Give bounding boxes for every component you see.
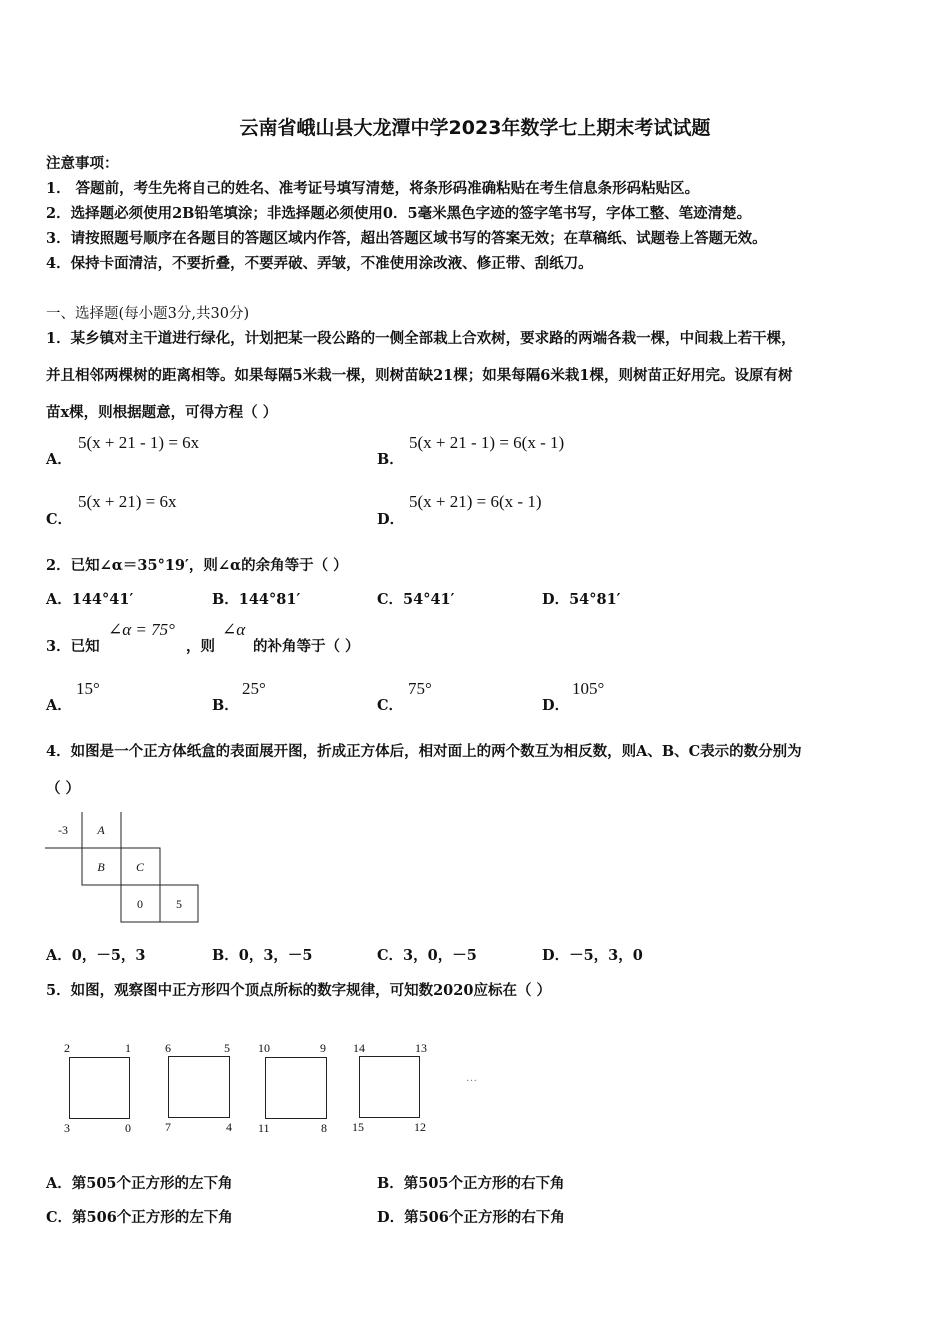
q3-stem-post: 的补角等于（ ）	[253, 638, 360, 655]
q4-line-1: 4．如图是一个正方体纸盒的表面展开图，折成正方体后，相对面上的两个数互为相反数，则A、B、C表示的数分别为	[46, 743, 802, 760]
q2-option-a: A．144°41′	[46, 591, 134, 608]
q3-option-a-label: A．	[46, 697, 72, 714]
squares-ellipsis: …	[466, 1072, 477, 1084]
q1-option-d-label: D．	[377, 511, 405, 528]
q3-option-c-label: C．	[377, 697, 404, 714]
q4-option-d: D．－5，3，0	[542, 947, 643, 964]
q1-line-2: 并且相邻两棵树的距离相等。如果每隔5米栽一棵，则树苗缺21棵；如果每隔6米栽1棵，则树苗正好用完。设原有树	[46, 367, 793, 384]
square-2-bottom-right: 4	[226, 1120, 232, 1134]
square-1-bottom-right: 0	[125, 1121, 131, 1135]
square-4-bottom-left: 15	[352, 1120, 364, 1134]
q3-given-angle: ∠α = 75°	[108, 620, 175, 639]
net-cell-b: B	[97, 859, 105, 874]
q1-option-b-label: B．	[377, 451, 404, 468]
square-4	[359, 1056, 420, 1118]
q2-option-c: C．54°41′	[377, 591, 455, 608]
notice-item-3: 3．请按照题号顺序在各题目的答题区域内作答，超出答题区域书写的答案无效；在草稿纸、试题卷上答题无效。	[46, 230, 767, 247]
q1-option-c-math: 5(x + 21) = 6x	[78, 492, 177, 511]
square-3-top-left: 10	[258, 1041, 270, 1055]
q5-option-a: A．第505个正方形的左下角	[46, 1175, 233, 1192]
square-3-bottom-left: 11	[258, 1121, 270, 1135]
q1-line-1: 1．某乡镇对主干道进行绿化，计划把某一段公路的一侧全部栽上合欢树，要求路的两端各栽一棵，中间栽上若干棵，	[46, 330, 796, 347]
q3-stem-mid: ，则	[186, 638, 215, 655]
q1-option-a-math: 5(x + 21 - 1) = 6x	[78, 433, 200, 452]
q3-option-c-value: 75°	[408, 679, 432, 698]
q3-angle-symbol: ∠α	[222, 620, 246, 639]
square-2-top-right: 5	[224, 1041, 230, 1055]
q1-option-c-label: C．	[46, 511, 73, 528]
section-heading: 一、选择题(每小题3分,共30分)	[46, 306, 250, 322]
square-4-top-left: 14	[353, 1041, 365, 1055]
square-4-top-right: 13	[415, 1041, 427, 1055]
q5-option-b: B．第505个正方形的右下角	[377, 1175, 565, 1192]
q4-option-b: B．0，3，－5	[212, 947, 313, 964]
square-3-bottom-right: 8	[321, 1121, 327, 1135]
square-4-bottom-right: 12	[414, 1120, 426, 1134]
square-1	[69, 1057, 130, 1119]
notice-heading: 注意事项：	[46, 155, 119, 172]
q1-line-3: 苗x棵，则根据题意，可得方程（ ）	[46, 404, 278, 421]
q4-line-2: （ ）	[46, 780, 81, 797]
notice-item-1: 1． 答题前，考生先将自己的姓名、准考证号填写清楚，将条形码准确粘贴在考生信息条形码粘贴区。	[46, 180, 700, 197]
q4-option-a: A．0，－5，3	[46, 947, 146, 964]
page-title: 云南省峨山县大龙潭中学2023年数学七上期末考试试题	[239, 117, 711, 139]
q2-stem: 2．已知∠α＝35°19′，则∠α的余角等于（ ）	[46, 557, 348, 574]
q3-option-a-value: 15°	[76, 679, 100, 698]
net-cell-0: 0	[137, 896, 143, 911]
q4-option-c: C．3，0，－5	[377, 947, 477, 964]
notice-item-2: 2．选择题必须使用2B铅笔填涂；非选择题必须使用0．5毫米黑色字迹的签字笔书写，字体工整、笔迹清楚。	[46, 205, 752, 222]
q1-option-a-label: A．	[46, 451, 72, 468]
cube-net-figure	[44, 811, 204, 927]
q5-stem: 5．如图，观察图中正方形四个顶点所标的数字规律，可知数2020应标在（ ）	[46, 982, 551, 999]
q2-option-d: D．54°81′	[542, 591, 621, 608]
notice-item-4: 4．保持卡面清洁，不要折叠，不要弄破、弄皱，不准使用涂改液、修正带、刮纸刀。	[46, 255, 593, 272]
net-cell-minus3: -3	[58, 822, 68, 837]
q3-stem-pre: 3．已知	[46, 638, 100, 655]
square-1-top-left: 2	[64, 1041, 70, 1055]
q3-option-d-label: D．	[542, 697, 570, 714]
square-3-top-right: 9	[320, 1041, 326, 1055]
q1-option-b-math: 5(x + 21 - 1) = 6(x - 1)	[409, 433, 565, 452]
square-1-bottom-left: 3	[64, 1121, 70, 1135]
q3-option-d-value: 105°	[572, 679, 605, 698]
q1-option-d-math: 5(x + 21) = 6(x - 1)	[409, 492, 542, 511]
square-2-bottom-left: 7	[165, 1120, 171, 1134]
square-2-top-left: 6	[165, 1041, 171, 1055]
net-cell-a: A	[97, 822, 105, 837]
q3-option-b-value: 25°	[242, 679, 266, 698]
q5-option-d: D．第506个正方形的右下角	[377, 1209, 565, 1226]
q2-option-b: B．144°81′	[212, 591, 301, 608]
net-cell-5: 5	[176, 896, 182, 911]
net-cell-c: C	[135, 859, 144, 874]
q3-option-b-label: B．	[212, 697, 239, 714]
square-3	[265, 1057, 327, 1119]
square-1-top-right: 1	[125, 1041, 131, 1055]
square-2	[168, 1056, 230, 1118]
q5-option-c: C．第506个正方形的左下角	[46, 1209, 233, 1226]
